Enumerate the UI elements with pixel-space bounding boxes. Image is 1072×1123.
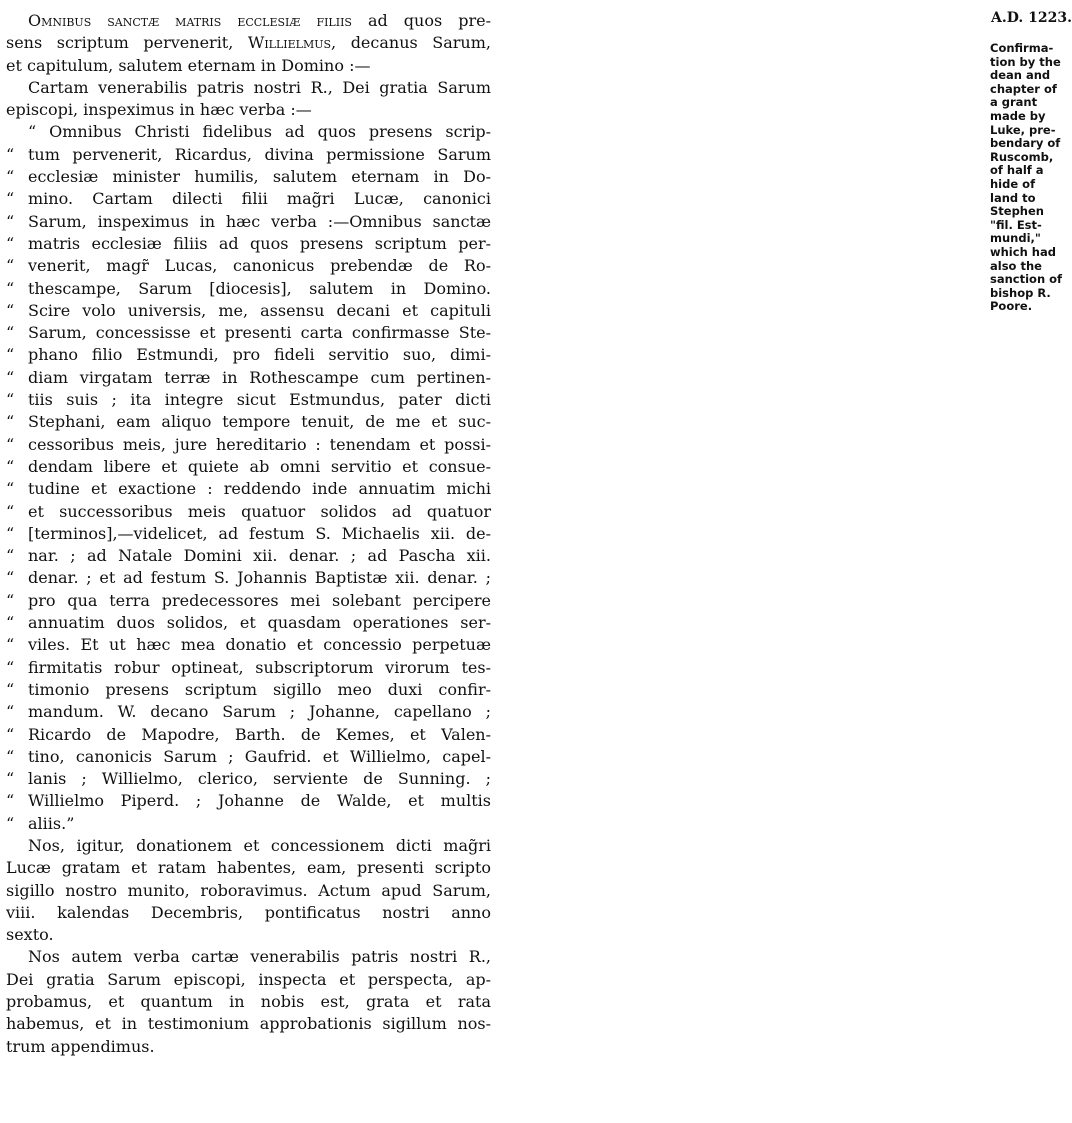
text-line: et capitulum, salutem eternam in Domino :— (6, 55, 371, 75)
text-line: habemus, et in testimonium approbationis sigillum nos- (6, 1014, 491, 1034)
text-line: Dei gratia Sarum episcopi, inspecta et perspecta, ap- (6, 969, 491, 989)
salutation-caps: Omnibus sanctæ matris ecclesiæ filiis (28, 11, 352, 30)
quote-mark: “ (6, 813, 15, 833)
side-note-line: of half a (990, 163, 1044, 178)
quoted-line: “ phano filio Estmundi, pro fideli servitio suo, dimi- (6, 344, 491, 366)
quoted-line: “ annuatim duos solidos, et quasdam operationes ser- (6, 612, 491, 634)
side-note-line: sanction of (990, 272, 1063, 287)
quote-mark: “ (6, 256, 15, 276)
quote-mark: “ (6, 300, 15, 320)
quoted-line: “ Stephani, eam aliquo tempore tenuit, de me et suc- (6, 411, 491, 433)
quoted-line: “ Willielmo Piperd. ; Johanne de Walde, et multis (6, 790, 491, 812)
quote-mark: “ (6, 323, 15, 343)
text-line: trum appendimus. (6, 1036, 155, 1056)
side-note-line: mundi," (990, 231, 1041, 246)
quoted-line: “ timonio presens scriptum sigillo meo duxi confir- (6, 679, 491, 701)
quote-mark: “ (6, 233, 15, 253)
quote-mark: “ (6, 613, 15, 633)
quote-mark: “ (6, 679, 15, 699)
quote-mark: “ (6, 568, 15, 588)
quoted-line: “ mandum. W. decano Sarum ; Johanne, capellano ; (6, 701, 491, 723)
quoted-line: “ matris ecclesiæ filiis ad quos presens scriptum per- (6, 233, 491, 255)
text-line: Omnibus sanctæ matris ecclesiæ filiis ad quos pre- (28, 11, 491, 30)
quote-mark: “ (6, 345, 15, 365)
quote-mark: “ (6, 412, 15, 432)
side-note-line: which had (990, 244, 1056, 259)
quoted-line: “ aliis.” (6, 813, 491, 835)
quoted-line: “ Ricardo de Mapodre, Barth. de Kemes, et Valen- (6, 724, 491, 746)
quote-mark: “ (6, 791, 15, 811)
quote-mark: “ (6, 590, 15, 610)
text-line: “ Omnibus Christi fidelibus ad quos presens scrip- (28, 122, 491, 142)
quoted-line: “ tudine et exactione : reddendo inde annuatim michi (6, 478, 491, 500)
side-note-line: land to (990, 190, 1036, 205)
quoted-line: “ denar. ; et ad festum S. Johannis Baptistæ xii. denar. ; (6, 567, 491, 589)
quote-mark: “ (6, 144, 15, 164)
quoted-line: “ cessoribus meis, jure hereditario : tenendam et possi- (6, 434, 491, 456)
quoted-line: “ nar. ; ad Natale Domini xii. denar. ; ad Pascha xii. (6, 545, 491, 567)
quoted-line: “ tino, canonicis Sarum ; Gaufrid. et Willielmo, capel- (6, 746, 491, 768)
quote-mark: “ (6, 724, 15, 744)
quoted-line: “ thescampe, Sarum [diocesis], salutem in Domino. (6, 278, 491, 300)
side-note-line: tion by the (990, 54, 1061, 69)
text-line: sens scriptum pervenerit, Willielmus, decanus Sarum, (6, 33, 491, 53)
text-line: Nos, igitur, donationem et concessionem dicti mag̃ri (28, 835, 491, 855)
quote-mark: “ (6, 546, 15, 566)
quoted-line: “ venerit, magr̃ Lucas, canonicus prebendæ de Ro- (6, 255, 491, 277)
quote-mark: “ (6, 657, 15, 677)
side-date: A.D. 1223. (991, 10, 1072, 26)
text-line: sexto. (6, 925, 54, 945)
side-note-line: chapter of (990, 81, 1057, 96)
quote-mark: “ (6, 189, 15, 209)
quoted-line: “ firmitatis robur optineat, subscriptorum virorum tes- (6, 657, 491, 679)
quote-mark: “ (6, 278, 15, 298)
quoted-line: “ mino. Cartam dilecti filii mag̃ri Lucæ, canonici (6, 188, 491, 210)
side-note-line: made by (990, 108, 1046, 123)
side-note-line: hide of (990, 176, 1036, 191)
text-line: sigillo nostro munito, roboravimus. Actum apud Sarum, (6, 880, 491, 900)
quote-mark: “ (6, 167, 15, 187)
quote-mark: “ (6, 479, 15, 499)
text-line: episcopi, inspeximus in hæc verba :— (6, 100, 312, 120)
quoted-line: “ [terminos],—videlicet, ad festum S. Michaelis xii. de- (6, 523, 491, 545)
quoted-line: “ lanis ; Willielmo, clerico, serviente de Sunning. ; (6, 768, 491, 790)
quote-mark: “ (6, 769, 15, 789)
text-line: viii. kalendas Decembris, pontificatus nostri anno (6, 902, 491, 922)
text-line: Cartam venerabilis patris nostri R., Dei gratia Sarum (28, 77, 491, 97)
quoted-line: “ tum pervenerit, Ricardus, divina permissione Sarum (6, 144, 491, 166)
text-line: Nos autem verba cartæ venerabilis patris nostri R., (28, 947, 491, 967)
side-note-line: also the (990, 258, 1042, 273)
quoted-line: “ et successoribus meis quatuor solidos ad quatuor (6, 501, 491, 523)
side-note-line: bishop R. (990, 285, 1051, 300)
text-line: Lucæ gratam et ratam habentes, eam, presenti scripto (6, 858, 491, 878)
quoted-line: “ pro qua terra predecessores mei solebant percipere (6, 590, 491, 612)
quote-mark: “ (6, 211, 15, 231)
quoted-line: “ tiis suis ; ita integre sicut Estmundus, pater dicti (6, 389, 491, 411)
side-note-line: "fil. Est- (990, 217, 1042, 232)
quoted-line: “ dendam libere et quiete ab omni servitio et consue- (6, 456, 491, 478)
quote-mark: “ (6, 456, 15, 476)
quoted-line: “ ecclesiæ minister humilis, salutem eternam in Do- (6, 166, 491, 188)
quote-mark: “ (6, 390, 15, 410)
side-note-line: Confirma- (990, 41, 1054, 55)
quoted-line: “ Sarum, inspeximus in hæc verba :—Omnibus sanctæ (6, 211, 491, 233)
quote-mark: “ (6, 367, 15, 387)
side-note-line: Poore. (990, 299, 1033, 314)
quote-mark: “ (6, 746, 15, 766)
quoted-line: “ Scire volo universis, me, assensu decani et capituli (6, 300, 491, 322)
side-note-line: dean and (990, 68, 1051, 83)
side-note (990, 42, 1070, 314)
dean-name: Willielmus (247, 33, 332, 53)
quote-mark: “ (6, 702, 15, 722)
quoted-line: “ Sarum, concessisse et presenti carta confirmasse Ste- (6, 322, 491, 344)
quote-mark: “ (6, 523, 15, 543)
quote-mark: “ (6, 635, 15, 655)
side-note-line: Ruscomb, (990, 149, 1054, 164)
quoted-line: “ viles. Et ut hæc mea donatio et concessio perpetuæ (6, 634, 491, 656)
quote-mark: “ (6, 434, 15, 454)
text-line: probamus, et quantum in nobis est, grata et rata (6, 992, 491, 1012)
side-note-line: Stephen (990, 204, 1044, 219)
side-note-line: bendary of (990, 136, 1061, 151)
quote-mark: “ (6, 501, 15, 521)
document-body (6, 10, 491, 1058)
side-note-line: a grant (990, 95, 1038, 110)
quoted-line: “ diam virgatam terræ in Rothescampe cum pertinen- (6, 367, 491, 389)
side-note-line: Luke, pre- (990, 122, 1056, 137)
